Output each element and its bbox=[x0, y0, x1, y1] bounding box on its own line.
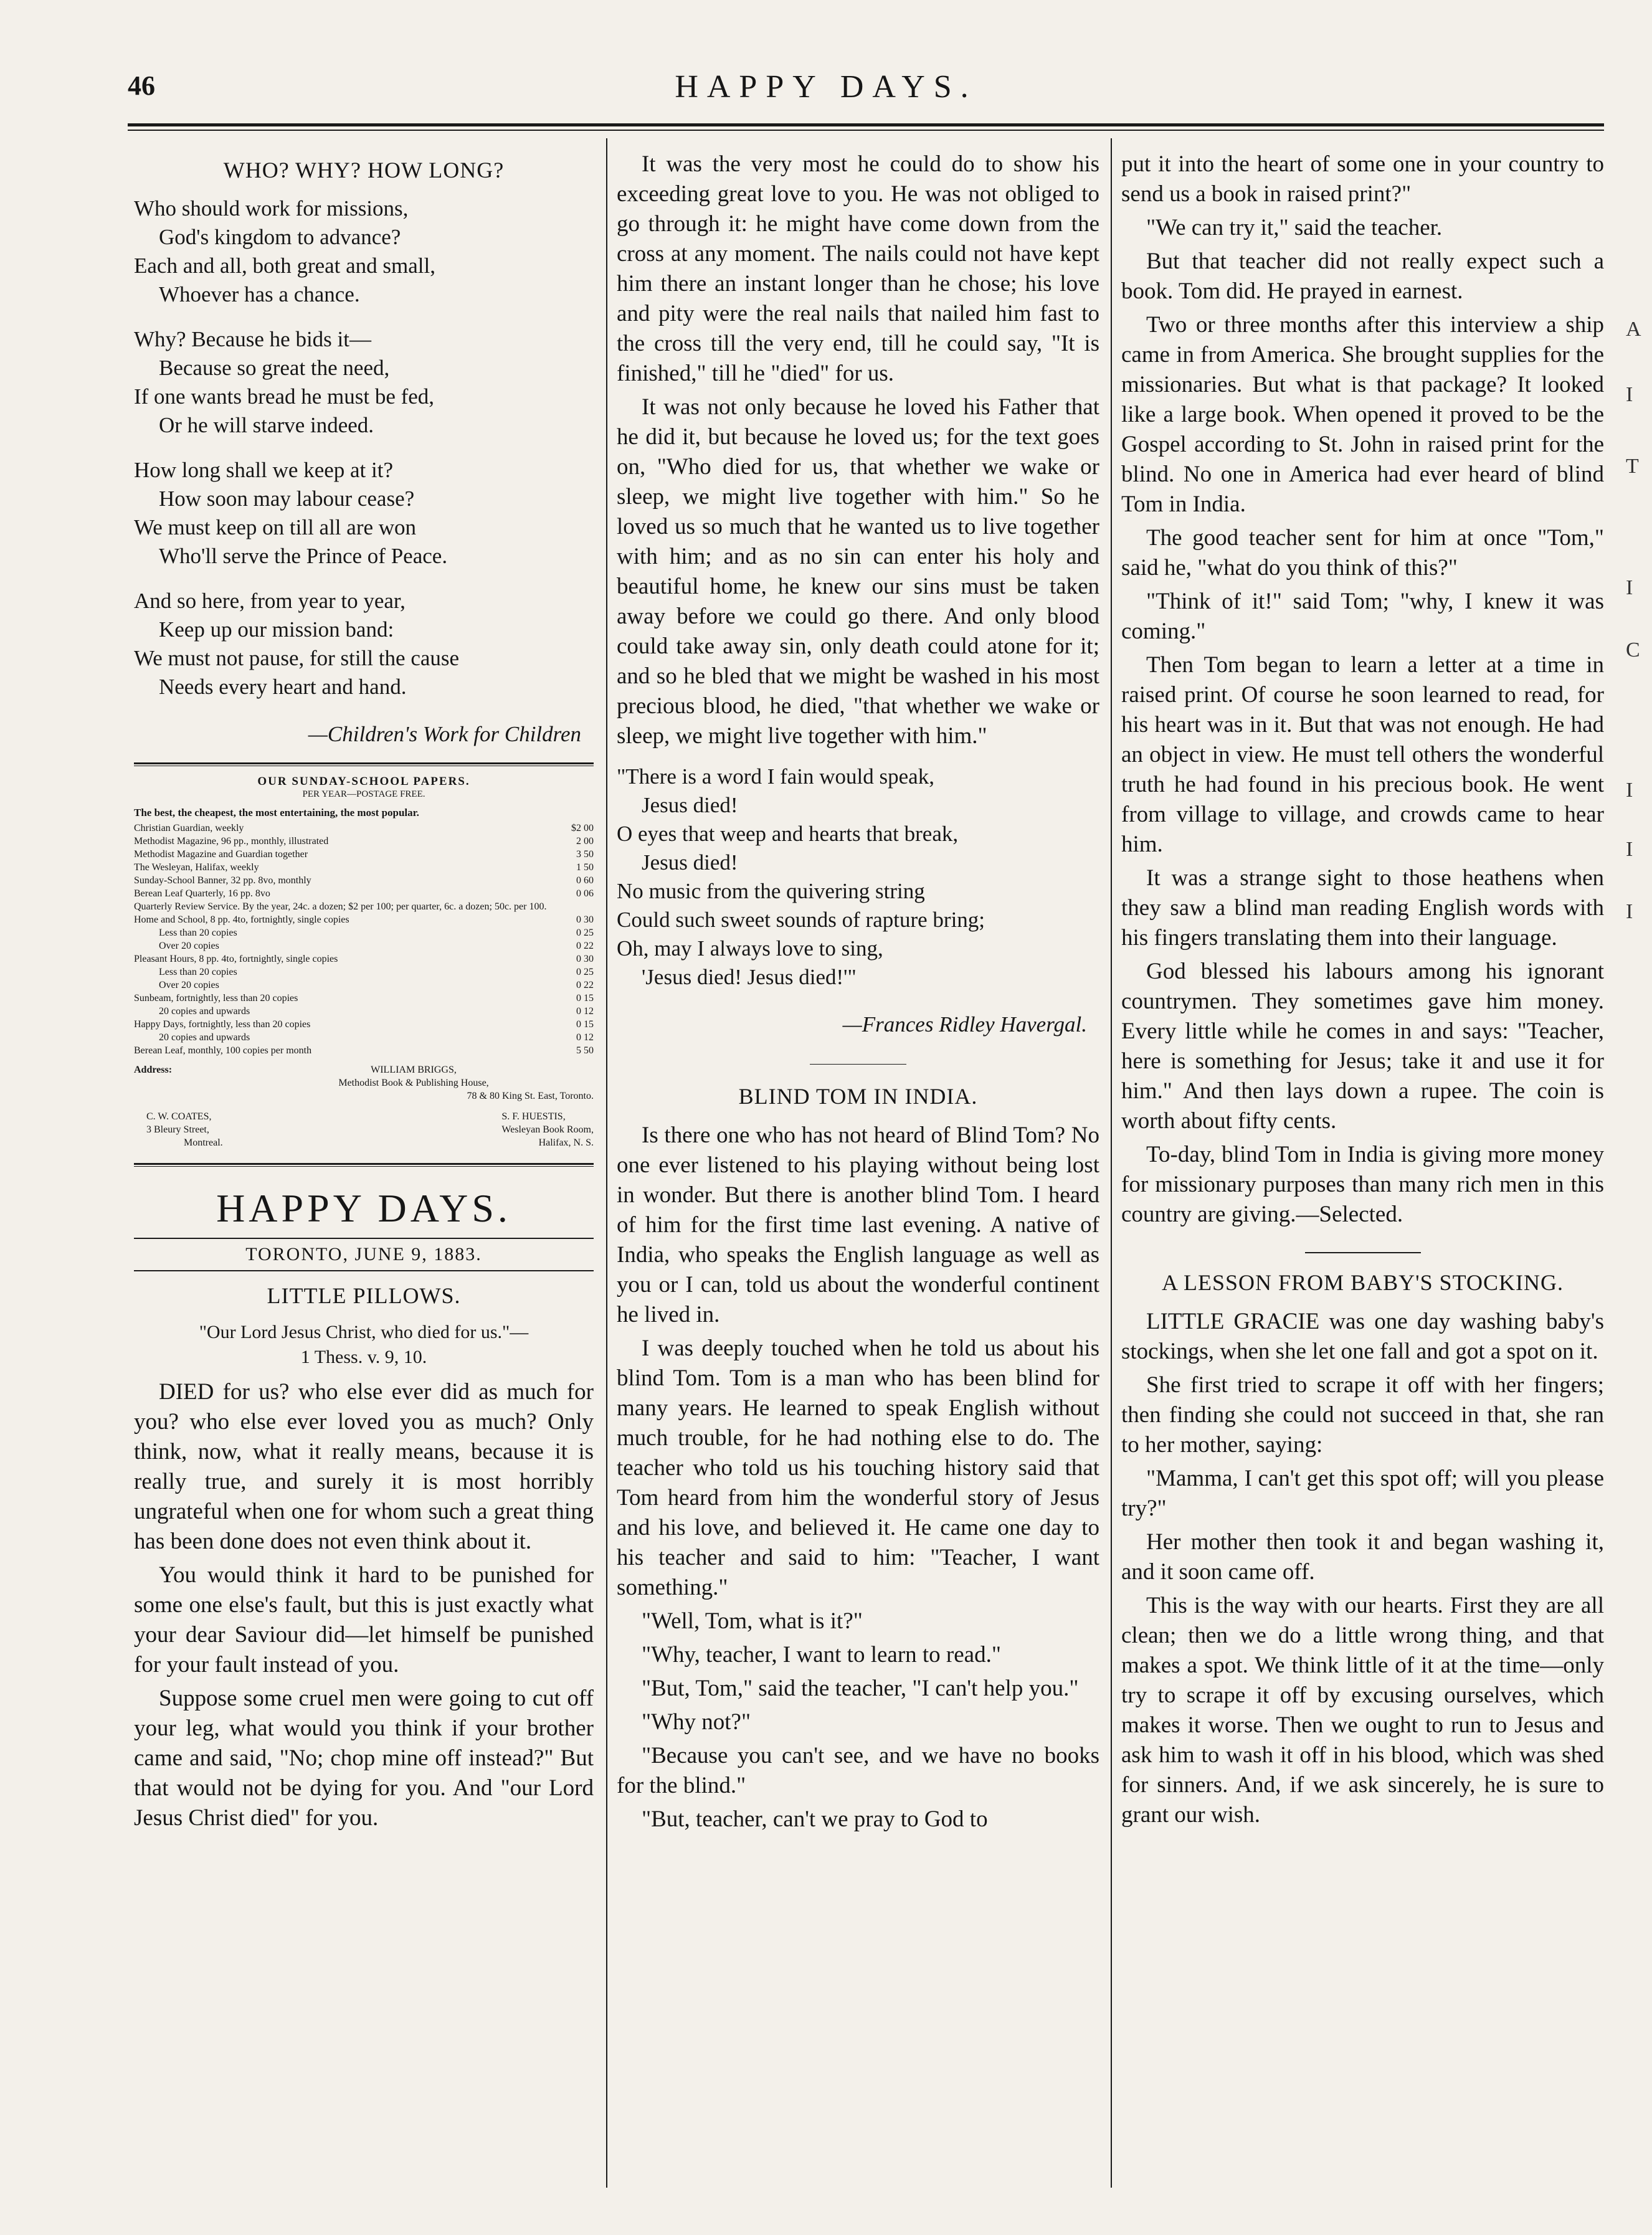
ad-item-name: Over 20 copies bbox=[159, 980, 219, 990]
header-rule-thick bbox=[128, 123, 1604, 126]
ad-agent1-name: C. W. COATES, bbox=[146, 1111, 212, 1122]
paragraph: This is the way with our hearts. First they are all clean; then we do a little wrong thing, and that makes a spot. We think little of it at the time—only try to scrape it off by excusing ourselves, which makes it worse. Then we ought to run to Jesus and ask him to wash it off in his blood, which was shed for sinners. And, if we ask sincerely, he is sure to grant our wish. bbox=[1121, 1593, 1604, 1828]
ad-price-row bbox=[134, 822, 594, 835]
paragraph: "But, teacher, can't we pray to God to bbox=[642, 1806, 988, 1832]
poem-line: Because so great the need, bbox=[159, 356, 390, 380]
poem-line: If one wants bread he must be fed, bbox=[134, 384, 435, 409]
ad-rule-bottom-thin bbox=[134, 1166, 594, 1167]
dateline-rule-top bbox=[134, 1238, 594, 1239]
paragraph: To-day, blind Tom in India is giving more money for missionary purposes than many rich men in this country are giving.—Selected. bbox=[1121, 1142, 1604, 1227]
ad-price-row bbox=[134, 900, 594, 913]
paragraph: God blessed his labours among his ignorant countrymen. They sometimes gave him money. Every little while he comes in and says: "Teacher, here is something for Jesus; take it and use it for him." And then lays down a rupee. The coin is worth about fifty cents. bbox=[1121, 959, 1604, 1134]
ad-item-price: 3 50 bbox=[576, 849, 594, 860]
ad-item-name: Berean Leaf Quarterly, 16 pp. 8vo bbox=[134, 888, 270, 899]
hymn-line: "There is a word I fain would speak, bbox=[617, 764, 934, 789]
ad-item-name: Home and School, 8 pp. 4to, fortnightly, single copies bbox=[134, 914, 349, 925]
ad-item-name: The Wesleyan, Halifax, weekly bbox=[134, 862, 259, 873]
paragraph: "Why, teacher, I want to learn to read." bbox=[642, 1642, 1001, 1668]
paragraph: "Mamma, I can't get this spot off; will you please try?" bbox=[1121, 1466, 1604, 1521]
margin-fragment: I bbox=[1626, 900, 1633, 923]
ad-agent1-line2: Montreal. bbox=[184, 1137, 223, 1148]
ad-agent1-line1: 3 Bleury Street, bbox=[146, 1124, 209, 1135]
ad-rule-top bbox=[134, 762, 594, 764]
paragraph: It was the very most he could do to show his exceeding great love to you. He was not obliged to go through it: he might have come down from the cross at any moment. The nails could not have kept him there an instant longer than he chose; his love and pity were the real nails that nailed him fast to the cross till the very end, till he could say, "It is finished," till he "died" for us. bbox=[617, 151, 1099, 386]
article-title-little-pillows: LITTLE PILLOWS. bbox=[267, 1283, 461, 1308]
blind-tom-continued bbox=[1121, 149, 1604, 1230]
paragraph: Her mother then took it and began washing it, and it soon came off. bbox=[1121, 1529, 1604, 1585]
ad-item-name: Over 20 copies bbox=[159, 941, 219, 951]
epigraph bbox=[134, 1320, 594, 1370]
ad-item-price: 2 00 bbox=[576, 836, 594, 847]
ad-price-row bbox=[134, 913, 594, 926]
ad-item-name: Christian Guardian, weekly bbox=[134, 823, 244, 833]
poem-line: Or he will starve indeed. bbox=[159, 413, 374, 437]
paragraph: She first tried to scrape it off with her fingers; then finding she could not succeed in that, she ran to her mother, saying: bbox=[1121, 1372, 1604, 1458]
poem-line: God's kingdom to advance? bbox=[159, 225, 401, 249]
article-title-blind-tom: BLIND TOM IN INDIA. bbox=[738, 1084, 978, 1109]
ad-item-name: 20 copies and upwards bbox=[159, 1006, 250, 1017]
article-body bbox=[134, 1377, 594, 1833]
poem-title: WHO? WHY? HOW LONG? bbox=[223, 158, 505, 183]
hymn-line: No music from the quivering string bbox=[617, 879, 925, 903]
article-title-babys-stocking: A LESSON FROM BABY'S STOCKING. bbox=[1162, 1270, 1564, 1295]
poem-line: Whoever has a chance. bbox=[159, 282, 360, 306]
poem-line: We must not pause, for still the cause bbox=[134, 646, 460, 670]
ad-item-price: 1 50 bbox=[576, 862, 594, 873]
ad-price-list bbox=[134, 822, 594, 1057]
paragraph: "We can try it," said the teacher. bbox=[1146, 215, 1443, 240]
ad-price-row bbox=[134, 861, 594, 874]
article-body-continued bbox=[617, 149, 1099, 751]
poem-stanza bbox=[134, 587, 594, 701]
ad-price-row bbox=[134, 1044, 594, 1057]
dateline-rule-bottom bbox=[134, 1270, 594, 1271]
hymn-line: Jesus died! bbox=[642, 793, 738, 817]
hymn-line: O eyes that weep and hearts that break, bbox=[617, 822, 959, 846]
header-rule-thin bbox=[128, 130, 1604, 131]
ad-item-name: Pleasant Hours, 8 pp. 4to, fortnightly, single copies bbox=[134, 954, 338, 964]
ad-agents bbox=[134, 1110, 594, 1149]
margin-fragment: I bbox=[1626, 838, 1633, 861]
ad-item-name: Methodist Magazine, 96 pp., monthly, illustrated bbox=[134, 836, 329, 847]
ad-item-name: Less than 20 copies bbox=[159, 967, 237, 977]
ad-item-name: Less than 20 copies bbox=[159, 928, 237, 938]
ad-item-price: 0 30 bbox=[576, 914, 594, 925]
ad-subtitle: PER YEAR—POSTAGE FREE. bbox=[302, 789, 425, 799]
ad-address-line2: 78 & 80 King St. East, Toronto. bbox=[467, 1091, 594, 1101]
paragraph: put it into the heart of some one in your country to send us a book in raised print?" bbox=[1121, 151, 1604, 207]
poem-attribution: —Children's Work for Children bbox=[308, 722, 581, 746]
right-column bbox=[1121, 138, 1604, 1834]
ad-price-row bbox=[134, 1005, 594, 1018]
babys-stocking-body bbox=[1121, 1307, 1604, 1830]
poem-line: Each and all, both great and small, bbox=[134, 254, 436, 278]
ad-price-row bbox=[134, 952, 594, 966]
margin-fragment: I bbox=[1626, 576, 1633, 599]
ad-item-price: 0 15 bbox=[576, 1019, 594, 1030]
ad-item-name: Happy Days, fortnightly, less than 20 copies bbox=[134, 1019, 311, 1030]
hymn-line: Jesus died! bbox=[642, 850, 738, 875]
margin-fragment: C bbox=[1626, 638, 1640, 662]
poem-line: Who'll serve the Prince of Peace. bbox=[159, 544, 448, 568]
ad-item-name: Sunday-School Banner, 32 pp. 8vo, monthly bbox=[134, 875, 311, 886]
ad-price-row bbox=[134, 939, 594, 952]
ad-price-row bbox=[134, 835, 594, 848]
ad-item-name: Quarterly Review Service. By the year, 24c. a dozen; $2 per 100; per quarter, 6c. a dozen; 50c. per 100. bbox=[134, 901, 547, 912]
paragraph: DIED for us? who else ever did as much for you? who else ever loved you as much? Only think, now, what it really means, because it is really true, and surely it is most horribly ungrateful when one for whom such a great thing has been done does not even think about it. bbox=[134, 1379, 594, 1554]
paragraph: It was a strange sight to those heathens when they saw a blind man reading English words with his fingers translating them into their language. bbox=[1121, 865, 1604, 951]
poem-line: How long shall we keep at it? bbox=[134, 458, 394, 482]
poem-line: Who should work for missions, bbox=[134, 196, 409, 221]
poem-stanza bbox=[134, 325, 594, 440]
ad-item-price: 0 15 bbox=[576, 993, 594, 1004]
ad-title: OUR SUNDAY-SCHOOL PAPERS. bbox=[257, 775, 470, 788]
ad-item-price: 5 50 bbox=[576, 1045, 594, 1056]
ad-price-row bbox=[134, 979, 594, 992]
ad-agent2-name: S. F. HUESTIS, bbox=[501, 1111, 566, 1122]
ad-item-price bbox=[587, 900, 594, 913]
section-divider bbox=[810, 1064, 906, 1065]
paragraph: Then Tom began to learn a letter at a time in raised print. Of course he soon learned to read, for his heart was in it. But that was not enough. He had an object in view. He must tell others the wonderful truth he had found in his precious book. He went from village to village, and crowds came to hear him. bbox=[1121, 652, 1604, 857]
poem-line: We must keep on till all are won bbox=[134, 515, 417, 539]
ad-item-price: 0 22 bbox=[576, 980, 594, 990]
ad-item-price: 0 60 bbox=[576, 875, 594, 886]
blind-tom-body bbox=[617, 1121, 1099, 1834]
ad-item-price: 0 06 bbox=[576, 888, 594, 899]
poem-line: Why? Because he bids it— bbox=[134, 327, 372, 351]
hymn-line: Oh, may I always love to sing, bbox=[617, 936, 883, 961]
ad-item-price: 0 12 bbox=[576, 1032, 594, 1043]
ad-price-row bbox=[134, 1018, 594, 1031]
poem-line: Keep up our mission band: bbox=[159, 617, 394, 642]
ad-price-row bbox=[134, 887, 594, 900]
epigraph-line2: 1 Thess. v. 9, 10. bbox=[300, 1347, 427, 1367]
ad-price-row bbox=[134, 848, 594, 861]
poem bbox=[134, 194, 594, 701]
middle-column bbox=[617, 138, 1099, 1838]
paragraph: You would think it hard to be punished for some one else's fault, but this is just exactly what your dear Saviour did—let himself be punished for your fault instead of you. bbox=[134, 1562, 594, 1677]
poem-line: How soon may labour cease? bbox=[159, 486, 415, 511]
left-column bbox=[134, 138, 594, 1837]
hymn-attribution: —Frances Ridley Havergal. bbox=[842, 1012, 1087, 1037]
ad-item-price: 0 30 bbox=[576, 954, 594, 964]
poem-line: And so here, from year to year, bbox=[134, 589, 406, 613]
subscription-ad bbox=[134, 775, 594, 1149]
ad-item-name: 20 copies and upwards bbox=[159, 1032, 250, 1043]
paragraph: "Why not?" bbox=[642, 1709, 751, 1735]
margin-fragment: T bbox=[1626, 455, 1639, 478]
poem-line: Needs every heart and hand. bbox=[159, 675, 407, 699]
column-divider-1 bbox=[606, 138, 607, 2188]
ad-lead: The best, the cheapest, the most entertaining, the most popular. bbox=[134, 807, 419, 819]
ad-item-price: 0 25 bbox=[576, 967, 594, 977]
paragraph: It was not only because he loved his Father that he did it, but because he loved us; for the text goes on, "Who died for us, that whether we wake or sleep, we might live together with him." So he loved us so much that he wanted us to live together with him; and as no sin can enter his holy and beautiful home, he knew our sins must be taken away before we could go there. And only blood could take away sin, only death could atone for it; and so he bled that we might be washed in his most precious blood, he died, "that whether we wake or sleep, we might live together with him." bbox=[617, 394, 1099, 749]
ad-item-price: 0 25 bbox=[576, 928, 594, 938]
dateline: TORONTO, JUNE 9, 1883. bbox=[245, 1244, 482, 1265]
ad-agent2-line1: Wesleyan Book Room, bbox=[501, 1124, 594, 1135]
ad-item-price: 0 12 bbox=[576, 1006, 594, 1017]
ad-agent2-line2: Halifax, N. S. bbox=[538, 1137, 594, 1148]
ad-item-price: 0 22 bbox=[576, 941, 594, 951]
margin-fragment: I bbox=[1626, 779, 1633, 802]
ad-price-row bbox=[134, 1031, 594, 1044]
section-divider-ornament bbox=[1305, 1252, 1421, 1253]
column-divider-2 bbox=[1111, 138, 1112, 2188]
paragraph: "Think of it!" said Tom; "why, I knew it was coming." bbox=[1121, 589, 1604, 644]
ad-item-price: $2 00 bbox=[571, 823, 594, 833]
ad-item-name: Methodist Magazine and Guardian together bbox=[134, 849, 308, 860]
paragraph: "Well, Tom, what is it?" bbox=[642, 1608, 863, 1634]
paragraph: Is there one who has not heard of Blind Tom? No one ever listened to his playing without being lost in wonder. But there is another blind Tom. I heard of him for the first time last evening. A native of India, who speaks the English language as well as you or I can, told us about the wonderful continent he lived in. bbox=[617, 1122, 1099, 1327]
ad-item-name: Berean Leaf, monthly, 100 copies per month bbox=[134, 1045, 312, 1056]
paragraph: LITTLE GRACIE was one day washing baby's stockings, when she let one fall and got a spot on it. bbox=[1121, 1309, 1604, 1364]
hymn bbox=[617, 762, 1099, 992]
paragraph: The good teacher sent for him at once "Tom," said he, "what do you think of this?" bbox=[1121, 525, 1604, 581]
page-number: 46 bbox=[128, 70, 155, 101]
masthead: HAPPY DAYS. bbox=[675, 69, 977, 105]
hymn-line: Could such sweet sounds of rapture bring; bbox=[617, 908, 985, 932]
paragraph: "Because you can't see, and we have no books for the blind." bbox=[617, 1743, 1099, 1798]
ad-rule-bottom bbox=[134, 1163, 594, 1165]
hymn-line: 'Jesus died! Jesus died!'" bbox=[642, 965, 857, 989]
epigraph-line1: "Our Lord Jesus Christ, who died for us."— bbox=[199, 1322, 529, 1342]
paragraph: Suppose some cruel men were going to cut off your leg, what would you think if your brother came and said, "No; chop mine off instead?" But that would not be dying for you. And "our Lord Jesus Christ died" for you. bbox=[134, 1686, 594, 1831]
paragraph: "But, Tom," said the teacher, "I can't help you." bbox=[642, 1676, 1079, 1701]
ad-address-block bbox=[134, 1063, 594, 1103]
poem-stanza bbox=[134, 194, 594, 309]
poem-stanza bbox=[134, 456, 594, 571]
paragraph: But that teacher did not really expect such a book. Tom did. He prayed in earnest. bbox=[1121, 249, 1604, 304]
ad-price-row bbox=[134, 966, 594, 979]
margin-fragment: A bbox=[1626, 318, 1641, 341]
ad-item-name: Sunbeam, fortnightly, less than 20 copies bbox=[134, 993, 298, 1004]
ad-price-row bbox=[134, 926, 594, 939]
ad-price-row bbox=[134, 874, 594, 887]
margin-fragment: I bbox=[1626, 383, 1633, 406]
paragraph: I was deeply touched when he told us about his blind Tom. Tom is a man who has been blind for many years. He learned to speak English without much trouble, for he had nothing else to do. The teacher who told us his touching history said that Tom heard from him the wonderful story of Jesus and his love, and believed it. He came one day to his teacher and said to him: "Teacher, I want something." bbox=[617, 1336, 1099, 1600]
masthead-secondary: HAPPY DAYS. bbox=[216, 1186, 511, 1230]
ad-price-row bbox=[134, 992, 594, 1005]
ad-address-label: Address: bbox=[134, 1065, 173, 1075]
ad-address-line1: Methodist Book & Publishing House, bbox=[338, 1078, 489, 1088]
paragraph: Two or three months after this interview a ship came in from America. She brought supplies for the missionaries. But what is that package? It looked like a large book. When opened it proved to be the Gospel according to St. John in raised print for the blind. No one in America had ever heard of blind Tom in India. bbox=[1121, 312, 1604, 517]
ad-address-name: WILLIAM BRIGGS, bbox=[371, 1065, 457, 1075]
